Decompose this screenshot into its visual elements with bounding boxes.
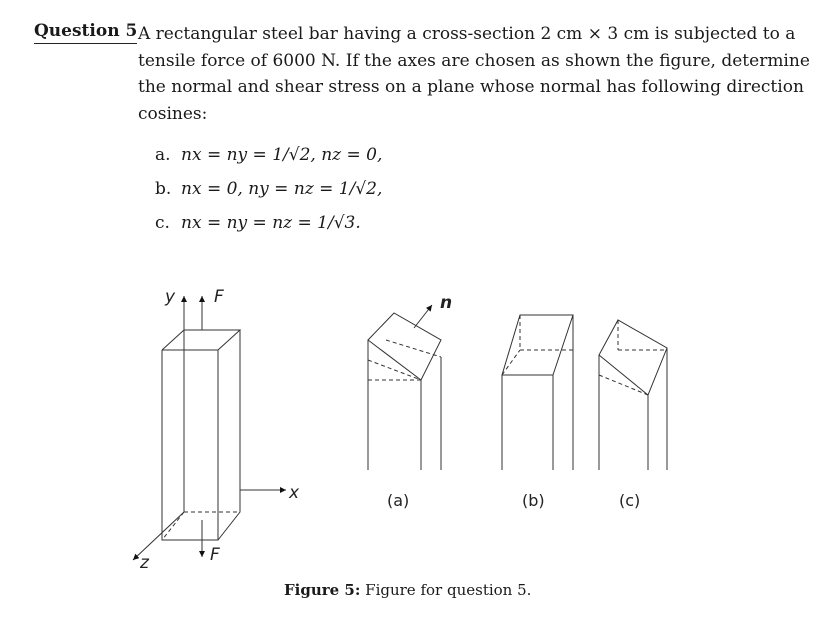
force-top-label: F bbox=[214, 287, 224, 307]
subfigure-c-label: (c) bbox=[619, 491, 641, 510]
question-line-1: A rectangular steel bar having a cross-section 2 cm × 3 cm is subjected to a bbox=[138, 24, 796, 44]
section-b-diagram bbox=[502, 315, 573, 470]
z-axis-label: z bbox=[140, 553, 149, 570]
figure-caption bbox=[284, 581, 531, 599]
figure-5 bbox=[0, 260, 821, 570]
question-number: Question 5 bbox=[34, 21, 137, 41]
question-number-underline bbox=[34, 43, 137, 44]
question-line-4: cosines: bbox=[138, 103, 208, 124]
item-expression: nx = 0, ny = nz = 1/√2, bbox=[181, 179, 383, 199]
bar-top-face bbox=[162, 330, 240, 350]
item-label: a. bbox=[155, 145, 171, 165]
item-expression: nx = ny = nz = 1/√3. bbox=[181, 213, 361, 233]
main-bar-diagram bbox=[133, 296, 286, 560]
y-axis-label: y bbox=[165, 287, 176, 307]
question-line-3: the normal and shear stress on a plane whose normal has following direction bbox=[138, 77, 804, 97]
caption-label: Figure 5: bbox=[284, 581, 361, 599]
section-c-diagram bbox=[599, 320, 667, 470]
list-item-c bbox=[155, 210, 382, 244]
bar-front-face bbox=[162, 350, 218, 540]
list-item-a bbox=[155, 142, 382, 176]
caption-text: Figure for question 5. bbox=[365, 581, 532, 599]
subfigure-a-label: (a) bbox=[387, 491, 410, 510]
section-a-diagram bbox=[368, 305, 441, 470]
question-text bbox=[138, 21, 810, 127]
x-axis-label: x bbox=[289, 483, 300, 503]
item-label: b. bbox=[155, 179, 172, 199]
force-bottom-label: F bbox=[210, 545, 220, 565]
list-item-b bbox=[155, 176, 382, 210]
bar-hidden-diagonal bbox=[162, 512, 184, 540]
bar-side-face bbox=[218, 330, 240, 540]
direction-cosine-list bbox=[155, 142, 382, 244]
question-line-2: tensile force of 6000 N. If the axes are chosen as shown the figure, determine bbox=[138, 50, 810, 71]
subfigure-b-label: (b) bbox=[522, 491, 545, 510]
normal-arrow bbox=[414, 305, 432, 328]
normal-label: n bbox=[440, 293, 453, 313]
item-expression: nx = ny = 1/√2, nz = 0, bbox=[181, 145, 383, 165]
item-label: c. bbox=[155, 213, 170, 233]
